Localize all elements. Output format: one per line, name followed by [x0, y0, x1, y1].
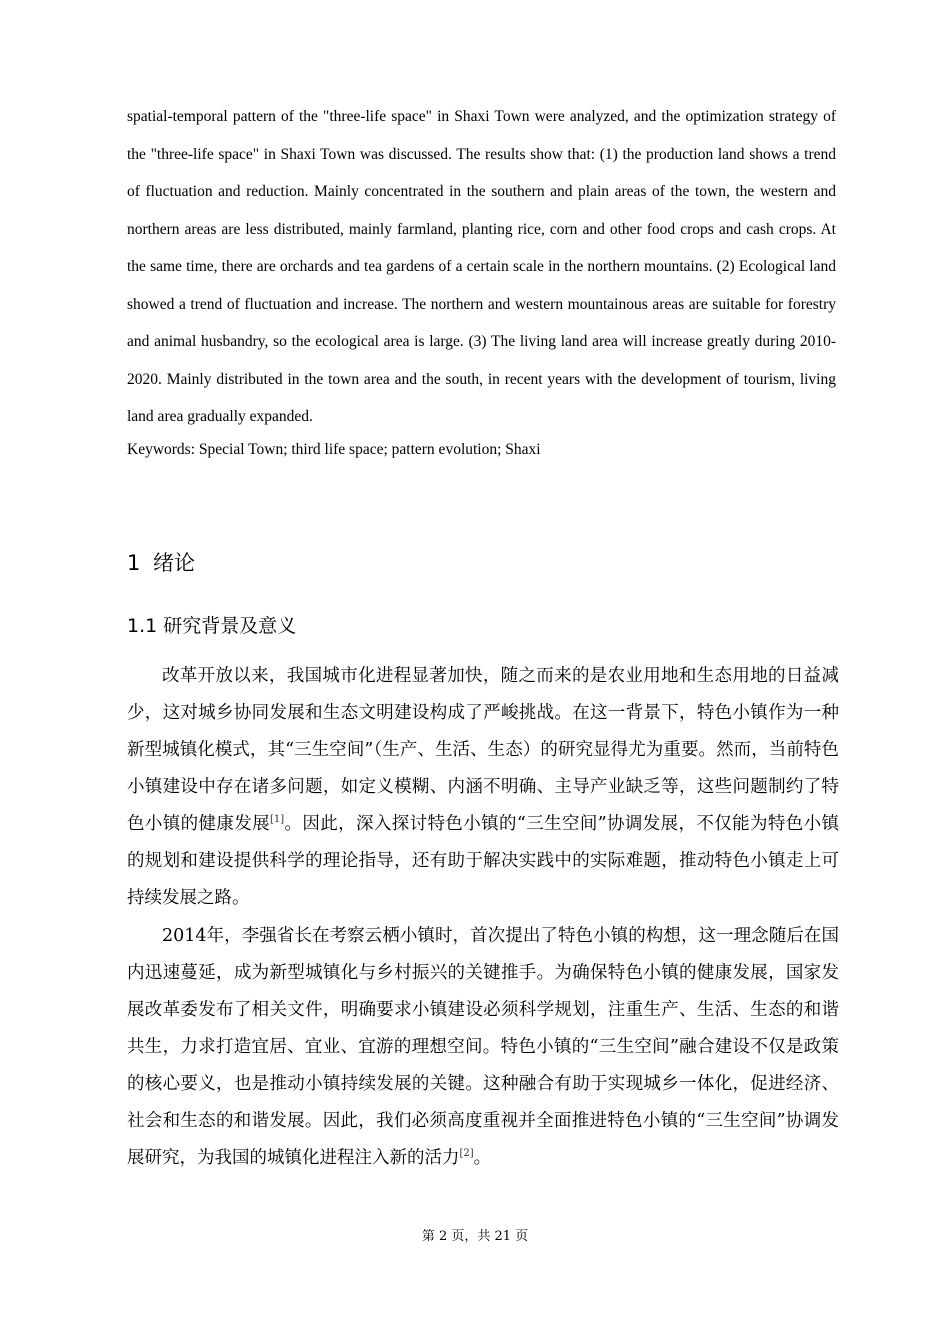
citation-reference[interactable]: [1] — [269, 814, 285, 825]
section-number: 1 — [127, 551, 141, 575]
english-abstract-text: spatial-temporal pattern of the "three-life space" in Shaxi Town were analyzed, and the optimization strategy of the "three-life space" in Shaxi Town was discussed. The results show that: (1) the production land shows a trend of fluctuation and reduction. Mainly concentrated in the southern and plain areas of the town, the western and northern areas are less distributed, mainly farmland, planting rice, corn and other food crops and cash crops. At the same time, there are orchards and tea gardens of a certain scale in the northern mountains. (2) Ecological land showed a trend of fluctuation and increase. The northern and western mountainous areas are suitable for forestry and animal husbandry, so the ecological area is large. (3) The living land area will increase greatly during 2010-2020. Mainly distributed in the town area and the south, in recent years with the development of tourism, living land area gradually expanded. — [127, 108, 836, 425]
body-paragraph-1 — [127, 658, 839, 917]
page-number-footer: 第 2 页，共 21 页 — [421, 1229, 529, 1244]
body-paragraph-2 — [127, 918, 839, 1177]
paragraph-text: 。 — [473, 1148, 492, 1168]
section-heading — [127, 548, 195, 578]
section-title: 绪论 — [153, 551, 195, 575]
paragraph-text: 。因此，深入探讨特色小镇的“三生空间”协调发展，不仅能为特色小镇的规划和建设提供科学的理论指导，还有助于解决实践中的实际难题，推动特色小镇走上可持续发展之路。 — [127, 814, 839, 908]
english-keywords: Keywords: Special Town; third life space; pattern evolution; Shaxi — [127, 441, 541, 458]
citation-reference[interactable]: [2] — [459, 1148, 474, 1159]
paragraph-text: 2014年，李强省长在考察云栖小镇时，首次提出了特色小镇的构想，这一理念随后在国内迅速蔓延，成为新型城镇化与乡村振兴的关键推手。为确保特色小镇的健康发展，国家发展改革委发布了相关文件，明确要求小镇建设必须科学规划，注重生产、生活、生态的和谐共生，力求打造宜居、宜业、宜游的理想空间。特色小镇的“三生空间”融合建设不仅是政策的核心要义，也是推动小镇持续发展的关键。这种融合有助于实现城乡一体化，促进经济、社会和生态的和谐发展。因此，我们必须高度重视并全面推进特色小镇的“三生空间”协调发展研究，为我国的城镇化进程注入新的活力 — [127, 926, 839, 1168]
paragraph-text: 改革开放以来，我国城市化进程显著加快，随之而来的是农业用地和生态用地的日益减少，这对城乡协同发展和生态文明建设构成了严峻挑战。在这一背景下，特色小镇作为一种新型城镇化模式，其“三生空间”（生产、生活、生态）的研究显得尤为重要。然而，当前特色小镇建设中存在诸多问题，如定义模糊、内涵不明确、主导产业缺乏等，这些问题制约了特色小镇的健康发展 — [127, 666, 839, 834]
subsection-heading: 1.1 研究背景及意义 — [127, 615, 297, 637]
